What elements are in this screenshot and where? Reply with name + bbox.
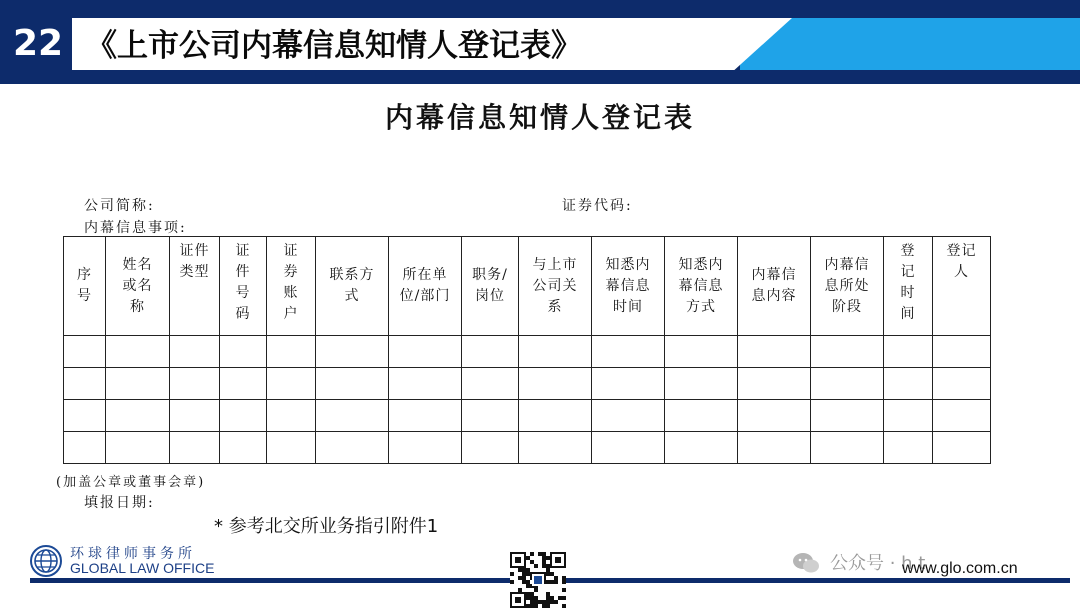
reference-footnote: * 参考北交所业务指引附件1 [214, 516, 439, 537]
column-header: 联系方 式 [316, 237, 389, 336]
table-cell [665, 336, 738, 368]
table-cell [665, 368, 738, 400]
table-cell [267, 368, 316, 400]
table-cell [933, 368, 991, 400]
table-cell [665, 400, 738, 432]
column-header: 内幕信 息所处 阶段 [811, 237, 884, 336]
table-cell [811, 336, 884, 368]
table-cell [170, 432, 220, 464]
table-cell [519, 400, 592, 432]
table-cell [106, 432, 170, 464]
table-cell [884, 432, 933, 464]
table-cell [389, 368, 462, 400]
slide-number: 22 [12, 23, 64, 64]
table-cell [811, 432, 884, 464]
table-cell [389, 336, 462, 368]
table-cell [519, 368, 592, 400]
table-cell [316, 336, 389, 368]
table-cell [884, 336, 933, 368]
column-header: 姓名 或名 称 [106, 237, 170, 336]
table-cell [462, 368, 519, 400]
table-cell [884, 368, 933, 400]
document-title: 内幕信息知情人登记表 [384, 101, 695, 134]
table-cell [738, 432, 811, 464]
table-cell [738, 400, 811, 432]
table-cell [592, 432, 665, 464]
header-top-strip [0, 0, 1080, 18]
table-cell [592, 368, 665, 400]
firm-name-cn: 环球律师事务所 [70, 546, 196, 562]
firm-name-en: GLOBAL LAW OFFICE [70, 560, 215, 576]
table-cell [519, 336, 592, 368]
header-rule [0, 70, 1080, 84]
table-cell [106, 336, 170, 368]
fill-date-label: 填报日期: [84, 495, 155, 511]
table-cell [64, 336, 106, 368]
table-cell [316, 368, 389, 400]
table-cell [316, 400, 389, 432]
registration-table [63, 236, 991, 464]
table-header-row [64, 237, 991, 336]
table-cell [170, 336, 220, 368]
column-header: 登 记 时 间 [884, 237, 933, 336]
insider-matter-label: 内幕信息事项: [84, 220, 187, 236]
column-header: 证 件 号 码 [220, 237, 267, 336]
table-cell [933, 400, 991, 432]
table-cell [811, 368, 884, 400]
table-cell [64, 400, 106, 432]
table-cell [462, 432, 519, 464]
table-cell [519, 432, 592, 464]
table-cell [267, 336, 316, 368]
table-row [64, 336, 991, 368]
table-cell [665, 432, 738, 464]
table-cell [220, 400, 267, 432]
table-cell [267, 400, 316, 432]
website-link[interactable]: www.glo.com.cn [902, 560, 1018, 577]
column-header: 证 券 账 户 [267, 237, 316, 336]
wechat-icon [792, 552, 820, 574]
table-cell [389, 432, 462, 464]
table-cell [64, 368, 106, 400]
table-cell [462, 336, 519, 368]
header-accent-band [740, 18, 1080, 70]
seal-note: (加盖公章或董事会章) [56, 475, 206, 490]
table-cell [933, 432, 991, 464]
table-cell [316, 432, 389, 464]
globe-logo-icon [30, 545, 62, 577]
table-cell [220, 432, 267, 464]
column-header: 与上市 公司关 系 [519, 237, 592, 336]
table-cell [106, 400, 170, 432]
table-cell [884, 400, 933, 432]
table-row [64, 400, 991, 432]
table-cell [64, 432, 106, 464]
column-header: 序 号 [64, 237, 106, 336]
column-header: 证件 类型 [170, 237, 220, 336]
table-cell [738, 336, 811, 368]
table-cell [592, 400, 665, 432]
table-cell [738, 368, 811, 400]
column-header: 知悉内 幕信息 时间 [592, 237, 665, 336]
slide-title: 《上市公司内幕信息知情人登记表》 [86, 28, 582, 64]
table-row [64, 432, 991, 464]
column-header: 登记 人 [933, 237, 991, 336]
table-row [64, 368, 991, 400]
table-cell [220, 368, 267, 400]
qr-code [510, 552, 566, 608]
table-cell [106, 368, 170, 400]
column-header: 职务/ 岗位 [462, 237, 519, 336]
table-cell [811, 400, 884, 432]
table-cell [389, 400, 462, 432]
table-cell [462, 400, 519, 432]
table-cell [170, 368, 220, 400]
stock-code-label: 证券代码: [562, 198, 633, 214]
column-header: 内幕信 息内容 [738, 237, 811, 336]
table-cell [220, 336, 267, 368]
table-cell [933, 336, 991, 368]
table-cell [267, 432, 316, 464]
table-cell [170, 400, 220, 432]
company-label: 公司简称: [84, 198, 155, 214]
table-cell [592, 336, 665, 368]
column-header: 所在单 位/部门 [389, 237, 462, 336]
column-header: 知悉内 幕信息 方式 [665, 237, 738, 336]
wechat-watermark: 公众号 · h t [830, 553, 926, 574]
